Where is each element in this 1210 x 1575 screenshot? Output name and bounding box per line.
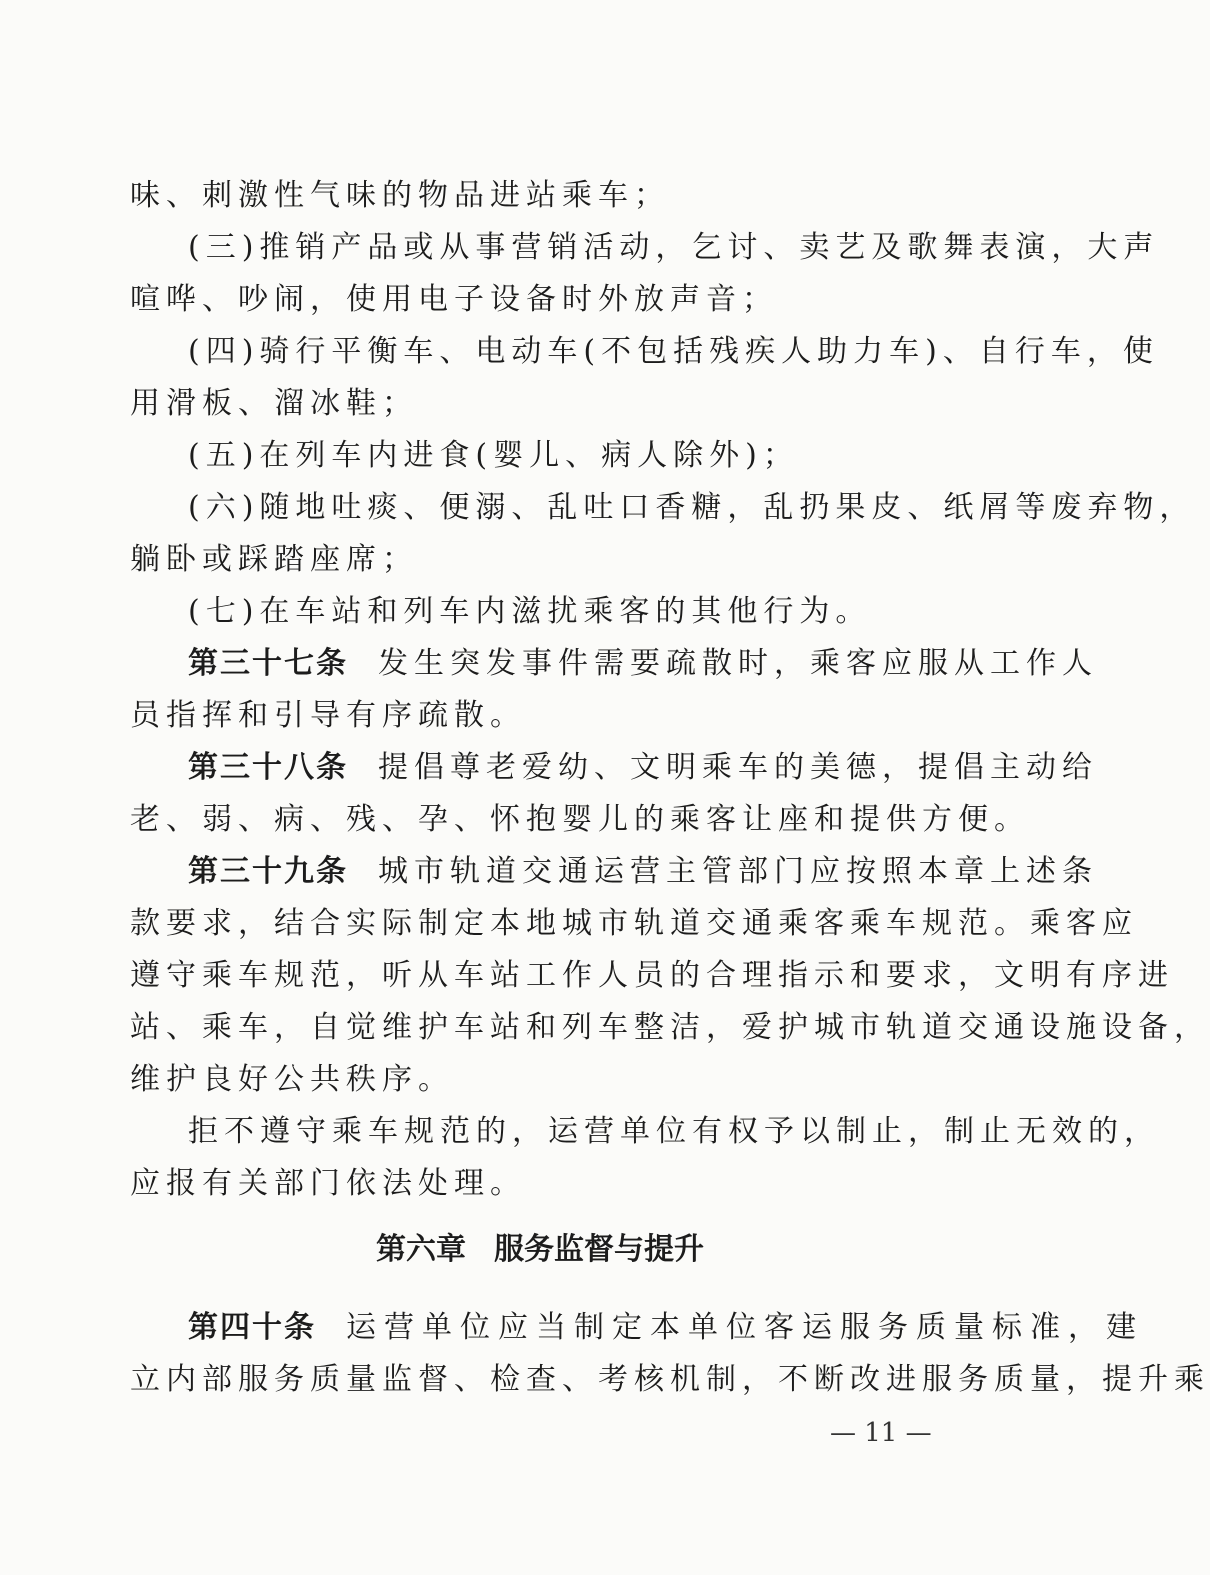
chapter-number: 第六章 <box>376 1232 466 1267</box>
article-37-label: 第三十七条 <box>188 646 348 681</box>
article-38-text: 提倡尊老爱幼、文明乘车的美德，提倡主动给 <box>378 750 1098 785</box>
article-40 <box>188 1310 1144 1346</box>
text-line-1: 味、刺激性气味的物品进站乘车； <box>130 178 670 213</box>
article-38-label: 第三十八条 <box>188 750 348 785</box>
article-39-cont-1: 款要求，结合实际制定本地城市轨道交通乘客乘车规范。乘客应 <box>130 906 1138 941</box>
text-line-3: 喧哗、吵闹，使用电子设备时外放声音； <box>130 282 778 317</box>
article-39-cont-3: 站、乘车，自觉维护车站和列车整洁，爱护城市轨道交通设施设备， <box>130 1010 1210 1045</box>
article-37 <box>188 646 1098 682</box>
article-38 <box>188 750 1098 786</box>
article-39-text: 城市轨道交通运营主管部门应按照本章上述条 <box>378 854 1098 889</box>
chapter-heading <box>0 1232 1080 1268</box>
page-number: — 11 — <box>830 1418 932 1448</box>
article-38-cont: 老、弱、病、残、孕、怀抱婴儿的乘客让座和提供方便。 <box>130 802 1030 837</box>
refuse-line-2: 应报有关部门依法处理。 <box>130 1166 526 1201</box>
refuse-line-1: 拒不遵守乘车规范的，运营单位有权予以制止，制止无效的， <box>188 1114 1160 1149</box>
article-39-cont-4: 维护良好公共秩序。 <box>130 1062 454 1097</box>
article-40-label: 第四十条 <box>188 1310 316 1345</box>
text-line-4: (四)骑行平衡车、电动车(不包括残疾人助力车)、自行车，使 <box>188 334 1159 369</box>
chapter-title: 服务监督与提升 <box>494 1232 704 1267</box>
article-40-cont: 立内部服务质量监督、检查、考核机制，不断改进服务质量，提升乘 <box>130 1362 1210 1397</box>
article-39-cont-2: 遵守乘车规范，听从车站工作人员的合理指示和要求，文明有序进 <box>130 958 1174 993</box>
article-39 <box>188 854 1098 890</box>
article-40-text: 运营单位应当制定本单位客运服务质量标准，建 <box>346 1310 1144 1345</box>
text-line-8: 躺卧或踩踏座席； <box>130 542 418 577</box>
article-37-text: 发生突发事件需要疏散时，乘客应服从工作人 <box>378 646 1098 681</box>
text-line-9: (七)在车站和列车内滋扰乘客的其他行为。 <box>188 594 872 629</box>
text-line-2: (三)推销产品或从事营销活动，乞讨、卖艺及歌舞表演，大声 <box>188 230 1160 265</box>
text-line-5: 用滑板、溜冰鞋； <box>130 386 418 421</box>
text-line-6: (五)在列车内进食(婴儿、病人除外)； <box>188 438 799 473</box>
text-line-7: (六)随地吐痰、便溺、乱吐口香糖，乱扔果皮、纸屑等废弃物， <box>188 490 1196 525</box>
article-37-cont: 员指挥和引导有序疏散。 <box>130 698 526 733</box>
article-39-label: 第三十九条 <box>188 854 348 889</box>
